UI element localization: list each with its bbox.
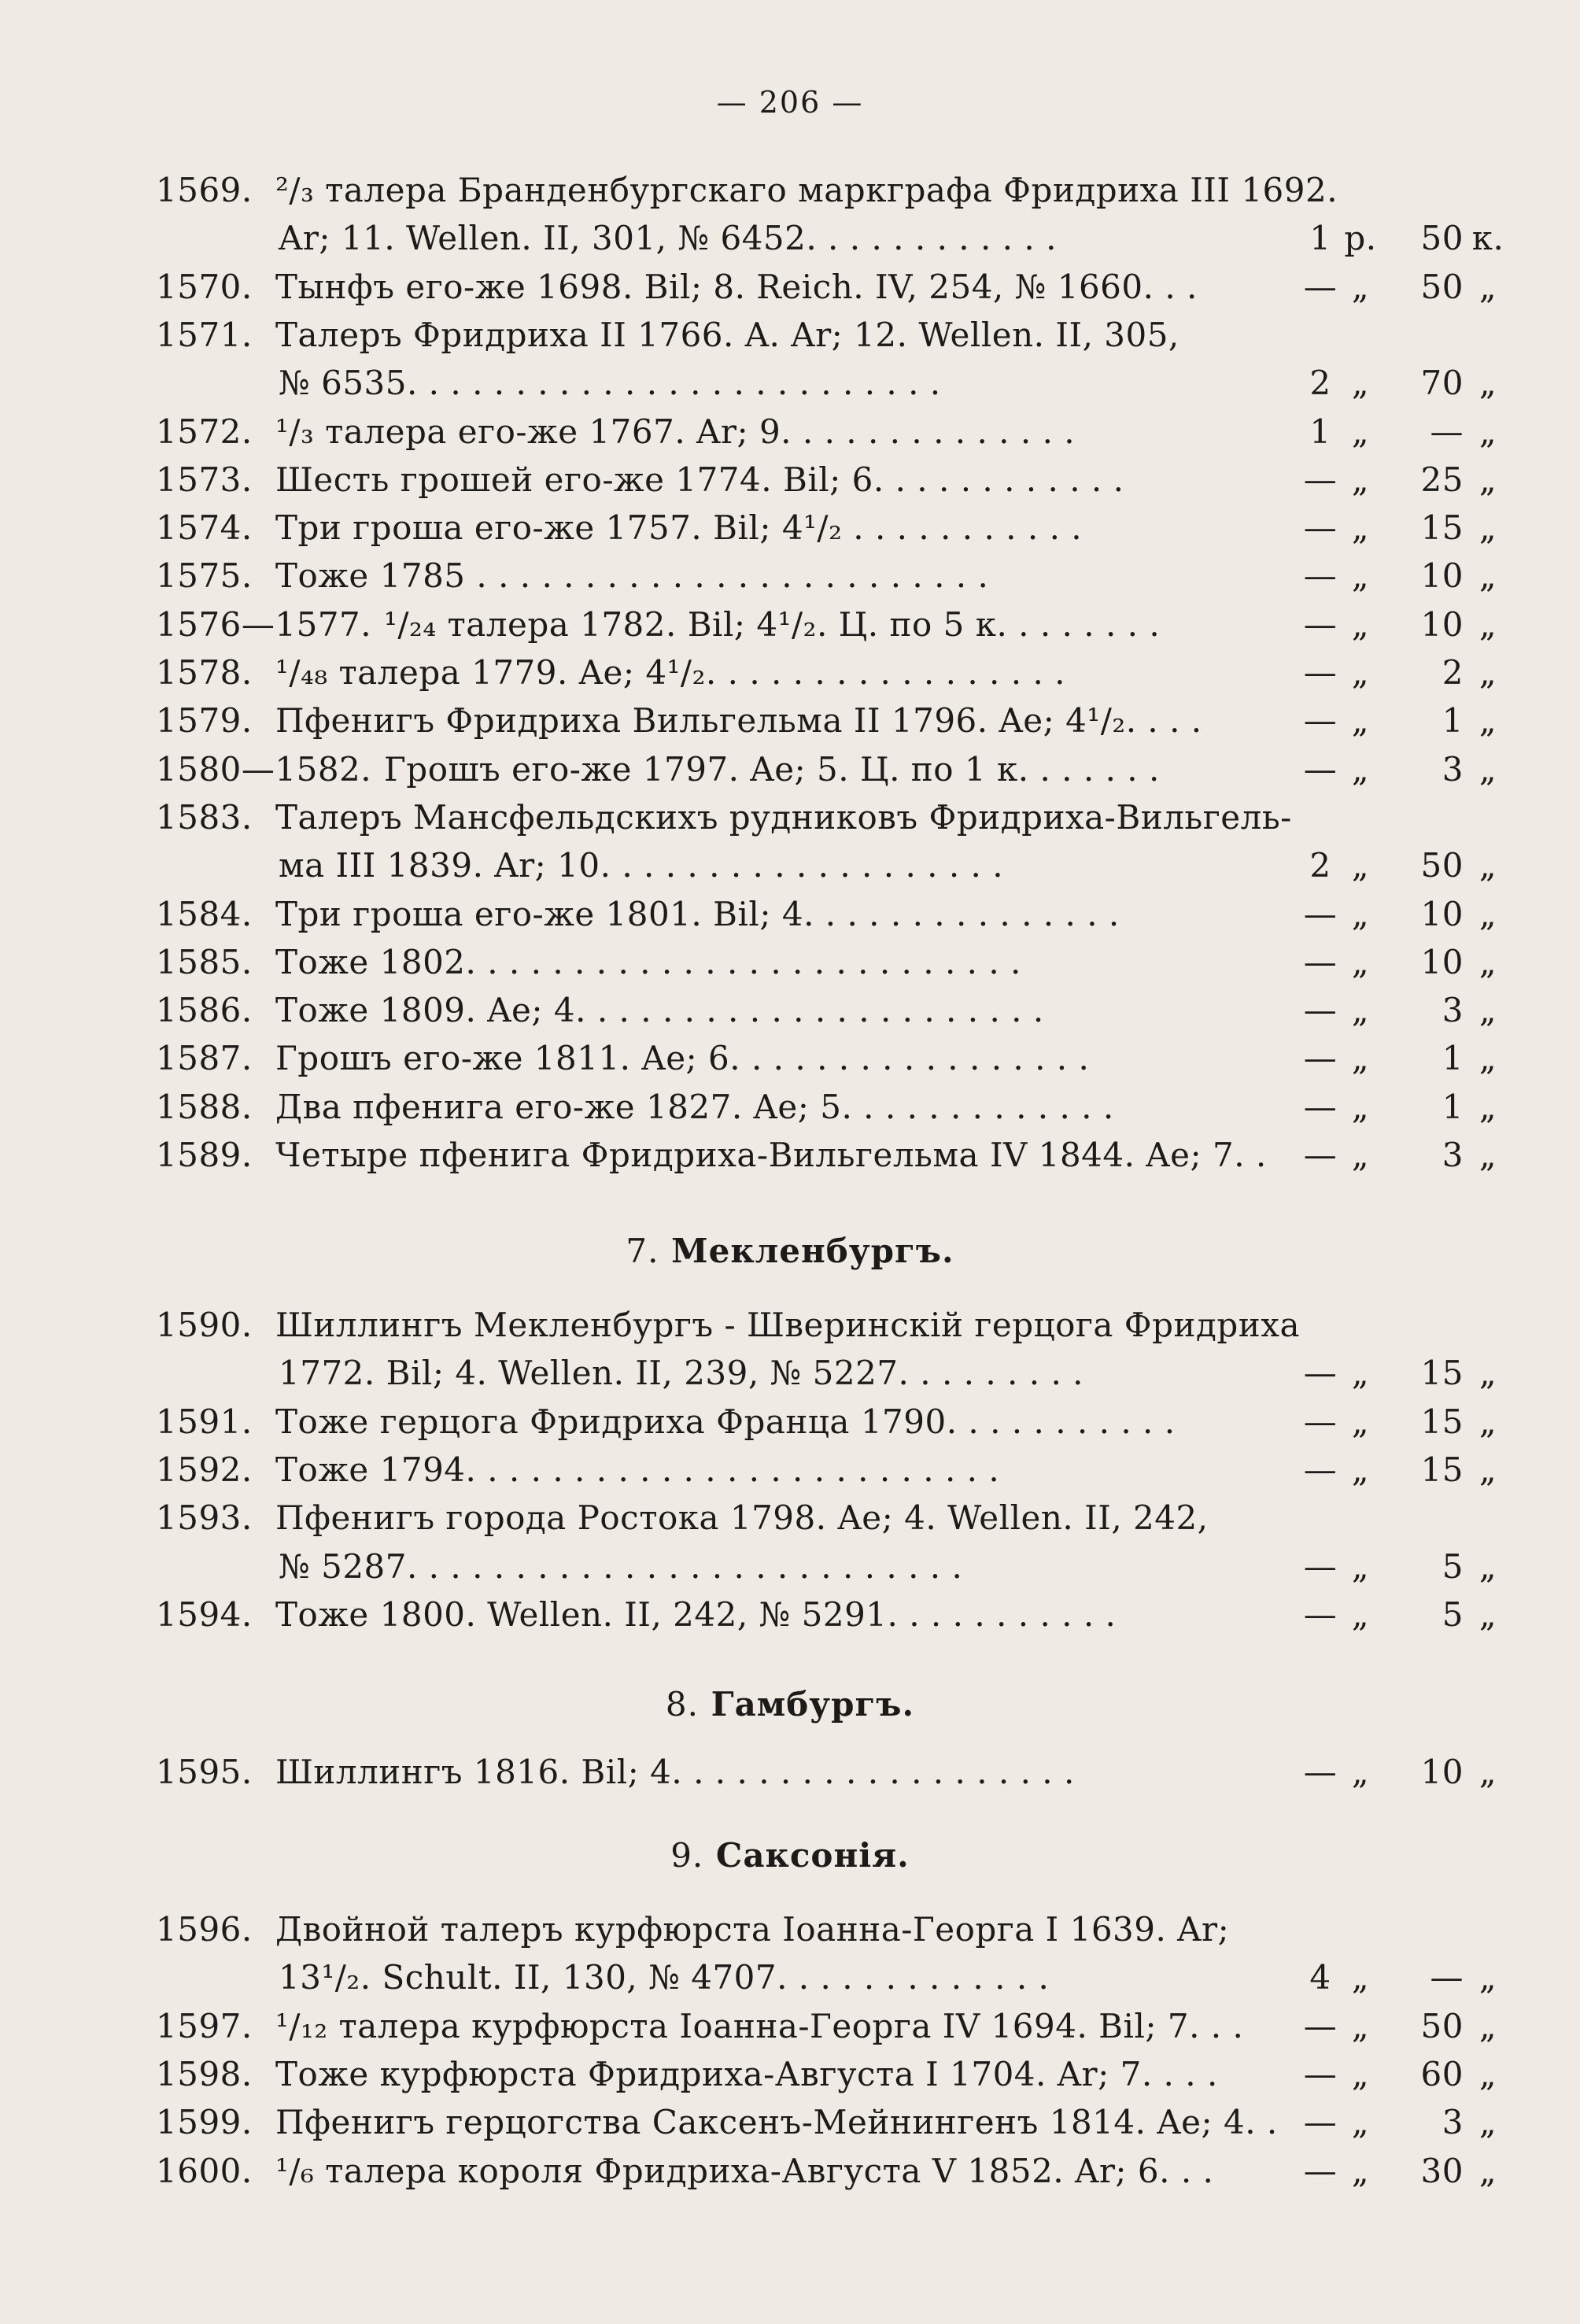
price-rubles-unit: „ <box>1351 1136 1370 1174</box>
price-kopecks: 30 <box>1420 2151 1464 2190</box>
catalog-entry <box>0 506 1580 550</box>
price-rubles: — <box>1303 604 1338 644</box>
entry-description: Тоже герцога Фридриха Франца 1790. . . . . . . . . . . <box>275 1402 1176 1441</box>
entry-description: Талеръ Мансфельдскихъ рудниковъ Фридриха-Вильгель- <box>275 797 1292 837</box>
price-kopecks-unit: „ <box>1478 2006 1497 2045</box>
entry-description: ¹/₁₂ талера курфюрста Іоанна-Георга IV 1694. Bil; 7. . . <box>275 2006 1244 2045</box>
entry-description: ма III 1839. Ar; 10. . . . . . . . . . . . . . . . . . . <box>279 846 1004 885</box>
price-kopecks: 3 <box>1442 749 1464 789</box>
entry-number: 1573. <box>156 460 253 499</box>
price-kopecks: 1 <box>1442 701 1464 741</box>
price-kopecks: 15 <box>1420 1354 1464 1393</box>
catalog-entry <box>0 748 1580 792</box>
section-heading <box>0 1229 1580 1273</box>
catalog-entry <box>0 2149 1580 2193</box>
price-kopecks-unit: „ <box>1478 942 1497 981</box>
section-title: Мекленбургъ. <box>671 1232 954 1270</box>
price-rubles: — <box>1303 556 1338 596</box>
entry-number: 1598. <box>156 2054 253 2093</box>
price-rubles: — <box>1303 2151 1338 2190</box>
price-rubles-unit: „ <box>1351 1039 1370 1078</box>
entry-description: Пфенигъ города Ростока 1798. Ae; 4. Wellen. II, 242, <box>275 1498 1209 1538</box>
entry-description: Два пфенига его-же 1827. Ae; 5. . . . . . . . . . . . . <box>275 1087 1114 1126</box>
catalog-entry-continuation <box>0 1351 1580 1395</box>
price-kopecks: 50 <box>1420 2006 1464 2045</box>
price-kopecks: 15 <box>1420 508 1464 548</box>
price-kopecks: 1 <box>1442 1087 1464 1126</box>
price-kopecks-unit: „ <box>1478 701 1497 741</box>
price-kopecks-unit: „ <box>1478 1402 1497 1441</box>
price-kopecks: 50 <box>1420 267 1464 306</box>
entry-number: 1595. <box>156 1753 253 1791</box>
price-rubles-unit: „ <box>1351 894 1370 933</box>
entry-description: Шесть грошей его-же 1774. Bil; 6. . . . . . . . . . . . <box>275 460 1124 499</box>
catalog-entry <box>0 1750 1580 1794</box>
price-rubles: — <box>1303 267 1338 306</box>
entry-description: Шиллингъ 1816. Bil; 4. . . . . . . . . . . . . . . . . . . <box>275 1753 1075 1791</box>
price-rubles: — <box>1303 1402 1338 1441</box>
price-kopecks-unit: к. <box>1471 219 1504 258</box>
price-kopecks-unit: „ <box>1478 1958 1497 1997</box>
price-rubles-unit: „ <box>1351 2054 1370 2093</box>
price-kopecks: 3 <box>1442 2103 1464 2142</box>
price-rubles: — <box>1303 749 1338 789</box>
price-rubles-unit: „ <box>1351 1450 1370 1489</box>
price-rubles-unit: „ <box>1351 1087 1370 1126</box>
catalog-entry <box>0 699 1580 743</box>
price-rubles: — <box>1303 1450 1338 1489</box>
entry-number: 1591. <box>156 1402 253 1441</box>
section-number: 9. <box>670 1836 704 1875</box>
entry-description: Грошъ его-же 1811. Ae; 6. . . . . . . . . . . . . . . . . <box>275 1039 1090 1078</box>
price-rubles-unit: „ <box>1351 1402 1370 1441</box>
catalog-entry <box>0 651 1580 695</box>
catalog-entry <box>0 1133 1580 1177</box>
entry-description: Тоже курфюрста Фридриха-Августа I 1704. Ar; 7. . . . <box>275 2054 1218 2093</box>
price-rubles: — <box>1303 1753 1338 1791</box>
price-rubles-unit: „ <box>1351 2006 1370 2045</box>
entry-description: Три гроша его-же 1757. Bil; 4¹/₂ . . . . . . . . . . . <box>275 508 1083 548</box>
price-rubles: — <box>1303 508 1338 548</box>
catalog-entry <box>0 168 1580 212</box>
price-kopecks: 5 <box>1442 1546 1464 1586</box>
price-kopecks-unit: „ <box>1478 894 1497 933</box>
price-kopecks-unit: „ <box>1478 653 1497 692</box>
section-heading <box>0 1683 1580 1727</box>
price-kopecks-unit: „ <box>1478 604 1497 644</box>
entry-description: 13¹/₂. Schult. II, 130, № 4707. . . . . . . . . . . . . <box>279 1958 1050 1997</box>
entry-description: Пфенигъ Фридриха Вильгельма II 1796. Ae; 4¹/₂. . . . <box>275 701 1202 741</box>
entry-description: Тоже 1785 . . . . . . . . . . . . . . . . . . . . . . . . <box>275 556 989 596</box>
price-kopecks: 15 <box>1420 1402 1464 1441</box>
entry-number: 1592. <box>156 1450 253 1489</box>
entry-number: 1589. <box>156 1136 253 1174</box>
section-title: Гамбургъ. <box>711 1685 915 1724</box>
price-kopecks: 10 <box>1420 1753 1464 1791</box>
catalog-entry <box>0 796 1580 840</box>
entry-description: Талеръ Фридриха II 1766. A. Ar; 12. Wellen. II, 305, <box>275 315 1179 354</box>
price-rubles: — <box>1303 1594 1338 1634</box>
price-kopecks-unit: „ <box>1478 2151 1497 2190</box>
section-number: 7. <box>626 1232 659 1270</box>
price-rubles: — <box>1303 1546 1338 1586</box>
price-kopecks-unit: „ <box>1478 1546 1497 1586</box>
price-kopecks-unit: „ <box>1478 749 1497 789</box>
price-rubles: 2 <box>1309 364 1331 403</box>
price-rubles: — <box>1303 1136 1338 1174</box>
entry-description: ¹/₃ талера его-же 1767. Ar; 9. . . . . . . . . . . . . . <box>275 412 1076 451</box>
price-kopecks: 5 <box>1442 1594 1464 1634</box>
catalog-entry <box>0 1448 1580 1492</box>
entry-number: 1599. <box>156 2103 253 2142</box>
price-kopecks-unit: „ <box>1478 556 1497 596</box>
price-kopecks: — <box>1430 412 1464 451</box>
catalog-entry-continuation <box>0 1545 1580 1589</box>
price-rubles: — <box>1303 2054 1338 2093</box>
entry-number: 1593. <box>156 1498 253 1538</box>
price-rubles: — <box>1303 1354 1338 1393</box>
catalog-entry <box>0 265 1580 309</box>
price-kopecks: 3 <box>1442 1136 1464 1174</box>
price-rubles: — <box>1303 2006 1338 2045</box>
price-rubles-unit: „ <box>1351 2151 1370 2190</box>
price-kopecks-unit: „ <box>1478 1136 1497 1174</box>
price-kopecks-unit: „ <box>1478 1450 1497 1489</box>
section-heading <box>0 1834 1580 1878</box>
price-rubles-unit: „ <box>1351 1753 1370 1791</box>
price-rubles-unit: „ <box>1351 749 1370 789</box>
price-kopecks-unit: „ <box>1478 1753 1497 1791</box>
catalog-entry-continuation <box>0 844 1580 888</box>
price-rubles-unit: р. <box>1344 219 1377 258</box>
price-kopecks: 50 <box>1420 846 1464 885</box>
catalog-entry <box>0 1593 1580 1637</box>
price-rubles-unit: „ <box>1351 991 1370 1030</box>
price-kopecks-unit: „ <box>1478 846 1497 885</box>
price-kopecks: 1 <box>1442 1039 1464 1078</box>
price-rubles: 4 <box>1309 1958 1331 1997</box>
section-title: Саксонія. <box>715 1836 910 1875</box>
price-kopecks: 10 <box>1420 894 1464 933</box>
price-rubles-unit: „ <box>1351 701 1370 741</box>
price-kopecks: 50 <box>1420 219 1464 258</box>
price-kopecks: 70 <box>1420 364 1464 403</box>
entry-number: 1574. <box>156 508 253 548</box>
price-rubles-unit: „ <box>1351 412 1370 451</box>
price-kopecks: 10 <box>1420 556 1464 596</box>
price-rubles-unit: „ <box>1351 364 1370 403</box>
entry-number: 1590. <box>156 1306 253 1344</box>
price-kopecks: 10 <box>1420 604 1464 644</box>
price-rubles-unit: „ <box>1351 604 1370 644</box>
price-rubles-unit: „ <box>1351 556 1370 596</box>
entry-number: 1572. <box>156 412 253 451</box>
price-rubles-unit: „ <box>1351 846 1370 885</box>
catalog-entry <box>0 1496 1580 1540</box>
catalog-entry <box>0 2052 1580 2097</box>
price-rubles: — <box>1303 701 1338 741</box>
entry-number: 1569. <box>156 171 253 209</box>
entry-description: Тоже 1802. . . . . . . . . . . . . . . . . . . . . . . . . . <box>275 942 1021 981</box>
price-kopecks: — <box>1430 1958 1464 1997</box>
entry-description: 1772. Bil; 4. Wellen. II, 239, № 5227. . . . . . . . . <box>279 1354 1084 1393</box>
entry-description: ²/₃ талера Бранденбургскаго маркграфа Фридриха III 1692. <box>275 171 1338 209</box>
price-rubles: 1 <box>1309 219 1331 258</box>
price-rubles: — <box>1303 653 1338 692</box>
price-kopecks: 3 <box>1442 991 1464 1030</box>
price-rubles-unit: „ <box>1351 942 1370 981</box>
price-kopecks-unit: „ <box>1478 267 1497 306</box>
catalog-entry <box>0 1908 1580 1952</box>
entry-number: 1586. <box>156 991 253 1030</box>
price-rubles-unit: „ <box>1351 267 1370 306</box>
catalog-entry-continuation <box>0 1956 1580 2000</box>
entry-number: 1594. <box>156 1594 253 1634</box>
price-kopecks-unit: „ <box>1478 1087 1497 1126</box>
entry-number: 1587. <box>156 1039 253 1078</box>
page-number: — 206 — <box>716 85 864 120</box>
entry-description: Пфенигъ герцогства Саксенъ-Мейнингенъ 1814. Ae; 4. . <box>275 2103 1278 2142</box>
catalog-entry <box>0 2100 1580 2145</box>
price-kopecks-unit: „ <box>1478 412 1497 451</box>
entry-description: Грошъ его-же 1797. Ae; 5. Ц. по 1 к. . . . . . . <box>384 749 1160 789</box>
price-rubles-unit: „ <box>1351 1546 1370 1586</box>
price-rubles: — <box>1303 1039 1338 1078</box>
catalog-entry <box>0 603 1580 647</box>
entry-description: Тоже 1809. Ae; 4. . . . . . . . . . . . . . . . . . . . . . <box>275 991 1044 1030</box>
entry-description: Тынфъ его-же 1698. Bil; 8. Reich. IV, 254, № 1660. . . <box>275 267 1198 306</box>
price-rubles-unit: „ <box>1351 1594 1370 1634</box>
price-rubles: — <box>1303 942 1338 981</box>
price-kopecks-unit: „ <box>1478 991 1497 1030</box>
price-kopecks: 25 <box>1420 460 1464 499</box>
entry-description: № 5287. . . . . . . . . . . . . . . . . . . . . . . . . . <box>279 1546 963 1586</box>
catalog-entry <box>0 1085 1580 1129</box>
price-kopecks-unit: „ <box>1478 460 1497 499</box>
entry-description: Шиллингъ Мекленбургъ - Шверинскій герцога Фридриха <box>275 1306 1300 1344</box>
entry-description: ¹/₆ талера короля Фридриха-Августа V 1852. Ar; 6. . . <box>275 2151 1214 2190</box>
entry-number: 1571. <box>156 315 253 354</box>
price-rubles-unit: „ <box>1351 653 1370 692</box>
price-rubles-unit: „ <box>1351 1958 1370 1997</box>
entry-number: 1585. <box>156 942 253 981</box>
price-rubles-unit: „ <box>1351 508 1370 548</box>
entry-number: 1570. <box>156 267 253 306</box>
entry-number: 1596. <box>156 1910 253 1949</box>
price-kopecks: 10 <box>1420 942 1464 981</box>
entry-number: 1584. <box>156 894 253 933</box>
price-rubles-unit: „ <box>1351 460 1370 499</box>
price-rubles-unit: „ <box>1351 2103 1370 2142</box>
entry-description: ¹/₂₄ талера 1782. Bil; 4¹/₂. Ц. по 5 к. . . . . . . . <box>384 604 1161 644</box>
entry-number: 1600. <box>156 2151 253 2190</box>
entry-number: 1583. <box>156 797 253 837</box>
price-kopecks-unit: „ <box>1478 508 1497 548</box>
entry-number: 1588. <box>156 1087 253 1126</box>
price-rubles: — <box>1303 991 1338 1030</box>
price-kopecks-unit: „ <box>1478 1039 1497 1078</box>
price-kopecks-unit: „ <box>1478 2054 1497 2093</box>
price-rubles: — <box>1303 1087 1338 1126</box>
catalog-entry-continuation <box>0 361 1580 405</box>
entry-description: Тоже 1800. Wellen. II, 242, № 5291. . . . . . . . . . . <box>275 1594 1117 1634</box>
price-kopecks-unit: „ <box>1478 2103 1497 2142</box>
catalog-entry <box>0 554 1580 598</box>
entry-number: 1576—1577. <box>156 604 372 644</box>
price-rubles: 2 <box>1309 846 1331 885</box>
section-number: 8. <box>665 1685 699 1724</box>
price-kopecks-unit: „ <box>1478 364 1497 403</box>
price-kopecks: 15 <box>1420 1450 1464 1489</box>
catalog-entry <box>0 410 1580 454</box>
catalog-entry <box>0 1303 1580 1347</box>
price-kopecks-unit: „ <box>1478 1354 1497 1393</box>
entry-number: 1578. <box>156 653 253 692</box>
entry-number: 1580—1582. <box>156 749 372 789</box>
entry-number: 1597. <box>156 2006 253 2045</box>
catalog-entry <box>0 313 1580 357</box>
entry-description: № 6535. . . . . . . . . . . . . . . . . . . . . . . . . <box>279 364 941 403</box>
catalog-entry <box>0 1036 1580 1081</box>
price-rubles: — <box>1303 894 1338 933</box>
price-rubles: — <box>1303 2103 1338 2142</box>
entry-description: Ar; 11. Wellen. II, 301, № 6452. . . . . . . . . . . . <box>279 219 1057 258</box>
entry-number: 1575. <box>156 556 253 596</box>
entry-description: Двойной талеръ курфюрста Іоанна-Георга I 1639. Ar; <box>275 1910 1230 1949</box>
price-rubles-unit: „ <box>1351 1354 1370 1393</box>
entry-number: 1579. <box>156 701 253 741</box>
catalog-entry <box>0 988 1580 1033</box>
price-kopecks: 60 <box>1420 2054 1464 2093</box>
price-rubles: — <box>1303 460 1338 499</box>
catalog-entry <box>0 458 1580 502</box>
catalog-entry <box>0 940 1580 985</box>
catalog-entry <box>0 892 1580 937</box>
price-kopecks-unit: „ <box>1478 1594 1497 1634</box>
price-kopecks: 2 <box>1442 653 1464 692</box>
catalog-entry-continuation <box>0 216 1580 260</box>
entry-description: ¹/₄₈ талера 1779. Ae; 4¹/₂. . . . . . . . . . . . . . . . . <box>275 653 1065 692</box>
entry-description: Тоже 1794. . . . . . . . . . . . . . . . . . . . . . . . . <box>275 1450 1000 1489</box>
catalog-entry <box>0 1400 1580 1444</box>
entry-description: Четыре пфенига Фридриха-Вильгельма IV 1844. Ae; 7. . <box>275 1136 1267 1174</box>
entry-description: Три гроша его-же 1801. Bil; 4. . . . . . . . . . . . . . . <box>275 894 1120 933</box>
price-rubles: 1 <box>1309 412 1331 451</box>
catalog-entry <box>0 2004 1580 2049</box>
